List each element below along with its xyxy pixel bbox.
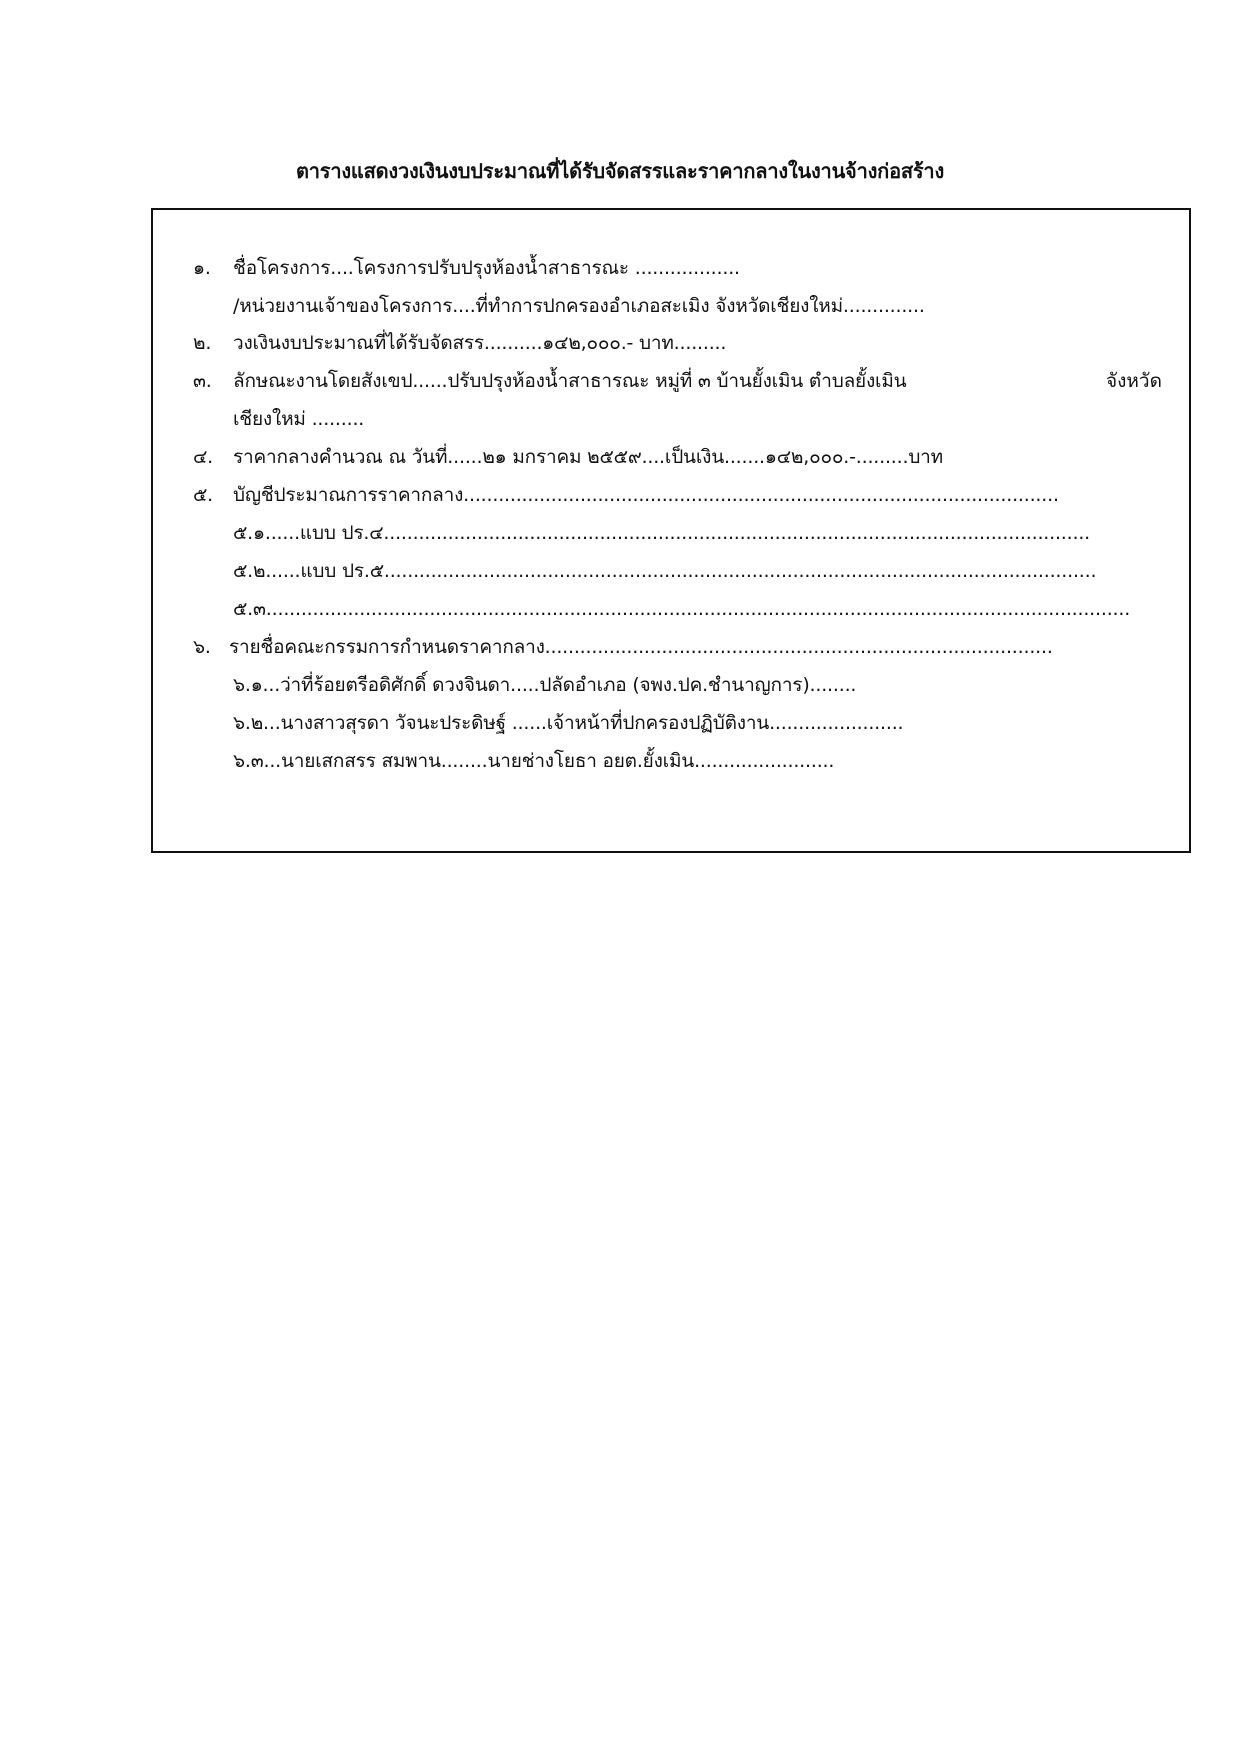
item-5 (193, 481, 1059, 509)
item-6-2: ๖.๒...นางสาวสุรดา วัจนะประดิษฐ์ ......เจ้าหน้าที่ปกครองปฏิบัติงาน....................... (233, 712, 904, 734)
item-4-number: ๔. (193, 446, 214, 468)
item-5-1: ๕.๑......แบบ ปร.๔......................................................................................................................... (233, 522, 1090, 544)
item-3 (193, 367, 906, 395)
item-1-project-name: ชื่อโครงการ....โครงการปรับปรุงห้องน้ำสาธารณะ .................. (233, 257, 740, 279)
item-2-budget: วงเงินงบประมาณที่ได้รับจัดสรร..........๑๔๒,๐๐๐.- บาท......... (233, 332, 727, 354)
document-title: ตารางแสดงวงเงินงบประมาณที่ได้รับจัดสรรและราคากลางในงานจ้างก่อสร้าง (295, 159, 945, 183)
item-1-agency: /หน่วยงานเจ้าของโครงการ....ที่ทำการปกครองอำเภอสะเมิง จังหวัดเชียงใหม่.............. (233, 295, 925, 317)
item-2 (193, 329, 726, 357)
item-1-number: ๑. (193, 257, 211, 279)
item-5-number: ๕. (193, 484, 214, 506)
item-6-committee: รายชื่อคณะกรรมการกำหนดราคากลาง....................................................................................... (229, 636, 1053, 658)
item-3-continuation: เชียงใหม่ ......... (233, 408, 365, 430)
item-5-3: ๕.๓.................................................................................................................................................... (233, 598, 1131, 620)
item-5-estimate-list: บัญชีประมาณการราคากลาง...................................................................................................... (233, 484, 1059, 506)
item-6-1: ๖.๑...ว่าที่ร้อยตรีอดิศักดิ์ ดวงจินดา.....ปลัดอำเภอ (จพง.ปค.ชำนาญการ)........ (233, 674, 857, 696)
item-4 (193, 443, 943, 471)
item-3-description: ลักษณะงานโดยสังเขป......ปรับปรุงห้องน้ำสาธารณะ หมู่ที่ ๓ บ้านยั้งเมิน ตำบลยั้งเมิน (233, 370, 907, 392)
item-3-province-label: จังหวัด (1106, 370, 1162, 392)
item-6-number: ๖. (193, 636, 211, 658)
item-6 (193, 633, 1053, 661)
item-3-number: ๓. (193, 370, 212, 392)
item-6-3: ๖.๓...นายเสกสรร สมพาน........นายช่างโยธา อยต.ยั้งเมิน........................ (233, 750, 835, 772)
item-1 (193, 254, 740, 282)
item-4-median-price: ราคากลางคำนวณ ณ วันที่......๒๑ มกราคม ๒๕๕๙....เป็นเงิน.......๑๔๒,๐๐๐.-.........บาท (233, 446, 943, 468)
item-5-2: ๕.๒......แบบ ปร.๕.......................................................................................................................... (233, 560, 1097, 582)
item-2-number: ๒. (193, 332, 212, 354)
